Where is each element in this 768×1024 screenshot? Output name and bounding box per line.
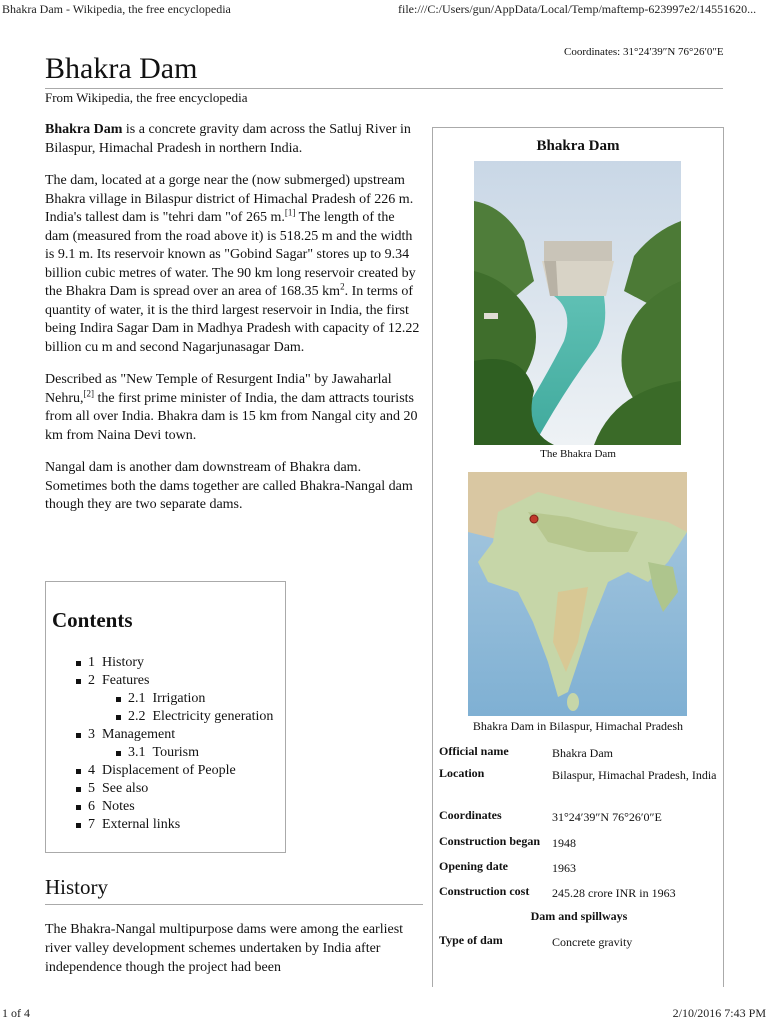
infobox-section-header: Dam and spillways	[530, 909, 628, 923]
title-divider	[45, 88, 723, 89]
page-title: Bhakra Dam	[45, 52, 198, 85]
table-of-contents	[45, 581, 286, 853]
paragraph-dam-text-c: . In terms of quantity of water, it is the third largest reservoir in India, the first being Indira Sagar Dam in Madhya Pradesh with capacity of 12.22 billion cu m and second Nagarjunasagar Dam.	[45, 284, 420, 355]
infobox-value: 1948	[552, 836, 576, 850]
toc-item-label: Electricity generation	[152, 709, 274, 724]
toc-item-number: 7	[88, 817, 95, 832]
paragraph-dam	[45, 172, 420, 357]
toc-item-number: 3.1	[128, 745, 146, 760]
infobox-value: 245.28 crore INR in 1963	[552, 886, 676, 900]
infobox-row	[439, 884, 719, 909]
toc-list	[76, 654, 273, 834]
section-heading-history: History	[45, 875, 108, 899]
print-header-url: file:///C:/Users/gun/AppData/Local/Temp/maftemp-623997e2/14551620...	[398, 2, 757, 16]
map-caption: Bhakra Dam in Bilaspur, Himachal Pradesh	[472, 719, 684, 733]
infobox-row	[439, 766, 719, 808]
infobox	[432, 127, 724, 987]
toc-item[interactable]	[76, 780, 273, 798]
toc-item-number: 4	[88, 763, 95, 778]
toc-item[interactable]	[76, 708, 273, 726]
infobox-label: Type of dam	[439, 933, 503, 947]
infobox-row	[439, 834, 719, 859]
paragraph-intro	[45, 121, 420, 158]
superscript-2: 2	[340, 281, 345, 292]
toc-item[interactable]	[76, 654, 273, 672]
toc-item-label: History	[102, 655, 144, 670]
toc-item[interactable]	[76, 762, 273, 780]
toc-item-number: 2.1	[128, 691, 146, 706]
print-footer	[2, 1007, 766, 1021]
reference-1[interactable]: [1]	[284, 207, 296, 218]
paragraph-nehru	[45, 371, 420, 445]
infobox-label: Construction cost	[439, 884, 530, 898]
toc-item-number: 6	[88, 799, 95, 814]
article-subject: Bhakra Dam	[45, 122, 123, 137]
reference-2[interactable]: [2]	[83, 387, 94, 398]
toc-item-label: Irrigation	[152, 691, 206, 706]
infobox-facts	[439, 744, 719, 958]
location-map[interactable]	[468, 472, 687, 716]
infobox-value: Concrete gravity	[552, 935, 633, 949]
coordinates-link[interactable]: Coordinates: 31°24′39″N 76°26′0″E	[564, 46, 724, 58]
toc-item-number: 3	[88, 727, 95, 742]
toc-item[interactable]	[76, 726, 273, 744]
paragraph-nangal: Nangal dam is another dam downstream of Bhakra dam. Sometimes both the dams together are called Bhakra-Nangal dam though they are two separate dams.	[45, 460, 413, 512]
infobox-label: Construction began	[439, 834, 541, 848]
article-body	[45, 121, 420, 529]
toc-item[interactable]	[76, 672, 273, 690]
infobox-row	[439, 933, 719, 958]
toc-item[interactable]	[76, 816, 273, 834]
infobox-label: Official name	[439, 744, 509, 758]
infobox-title: Bhakra Dam	[536, 138, 620, 154]
toc-item-label: Management	[102, 727, 176, 742]
infobox-value: 1963	[552, 861, 576, 875]
infobox-value[interactable]: 31°24′39″N 76°26′0″E	[552, 810, 662, 824]
toc-item-number: 2.2	[128, 709, 146, 724]
paragraph-dam-text-b: The length of the dam (measured from the road above it) is 518.25 m and the width is 9.1 m. Its reservoir known as "Gobind Sagar" stores up to 9.34 billion cubic metres of water. The 90 km long reservoir created by the Bhakra Dam is spread over an area of 168.35 km	[45, 210, 416, 299]
toc-item-label: Notes	[102, 799, 135, 814]
toc-item-label: External links	[102, 817, 181, 832]
history-divider	[45, 904, 423, 905]
paragraph-nehru-text-a: Described as "New Temple of Resurgent India" by Jawaharlal Nehru,	[45, 372, 392, 406]
toc-item-number: 2	[88, 673, 95, 688]
toc-item-number: 5	[88, 781, 95, 796]
infobox-label: Coordinates	[439, 808, 502, 822]
dam-photo[interactable]	[474, 161, 681, 445]
toc-title: Contents	[52, 608, 133, 632]
toc-item[interactable]	[76, 744, 273, 762]
print-timestamp: 2/10/2016 7:43 PM	[672, 1006, 766, 1020]
history-paragraph: The Bhakra-Nangal multipurpose dams were among the earliest river valley development schemes undertaken by India after independence though the project had been	[45, 922, 404, 975]
toc-item[interactable]	[76, 798, 273, 816]
infobox-row	[439, 744, 719, 766]
infobox-row	[439, 859, 719, 884]
paragraph-intro-text: is a concrete gravity dam across the Satluj River in Bilaspur, Himachal Pradesh in northern India.	[45, 122, 411, 156]
photo-caption: The Bhakra Dam	[540, 448, 616, 460]
toc-item[interactable]	[76, 690, 273, 708]
print-header	[2, 2, 766, 16]
infobox-label: Opening date	[439, 859, 509, 873]
infobox-value: Bhakra Dam	[552, 746, 613, 760]
page-count: 1 of 4	[2, 1006, 30, 1020]
infobox-row	[439, 808, 719, 834]
infobox-label: Location	[439, 766, 485, 780]
toc-item-label: Features	[102, 673, 150, 688]
toc-item-label: Tourism	[152, 745, 199, 760]
infobox-value[interactable]: Bilaspur, Himachal Pradesh, India	[552, 768, 717, 782]
toc-item-label: Displacement of People	[102, 763, 236, 778]
page-subtitle: From Wikipedia, the free encyclopedia	[45, 90, 248, 105]
toc-item-label: See also	[102, 781, 149, 796]
print-header-title: Bhakra Dam - Wikipedia, the free encyclopedia	[2, 2, 231, 16]
paragraph-nehru-text-b: the first prime minister of India, the dam attracts tourists from all over India. Bhakra dam is 15 km from Nangal city and 20 km from Naina Devi town.	[45, 390, 418, 443]
paragraph-dam-text-a: The dam, located at a gorge near the (now submerged) upstream Bhakra village in Bilaspur district of Himachal Pradesh of 226 m. India's tallest dam is "tehri dam "of 265 m.	[45, 173, 414, 225]
toc-item-number: 1	[88, 655, 95, 670]
